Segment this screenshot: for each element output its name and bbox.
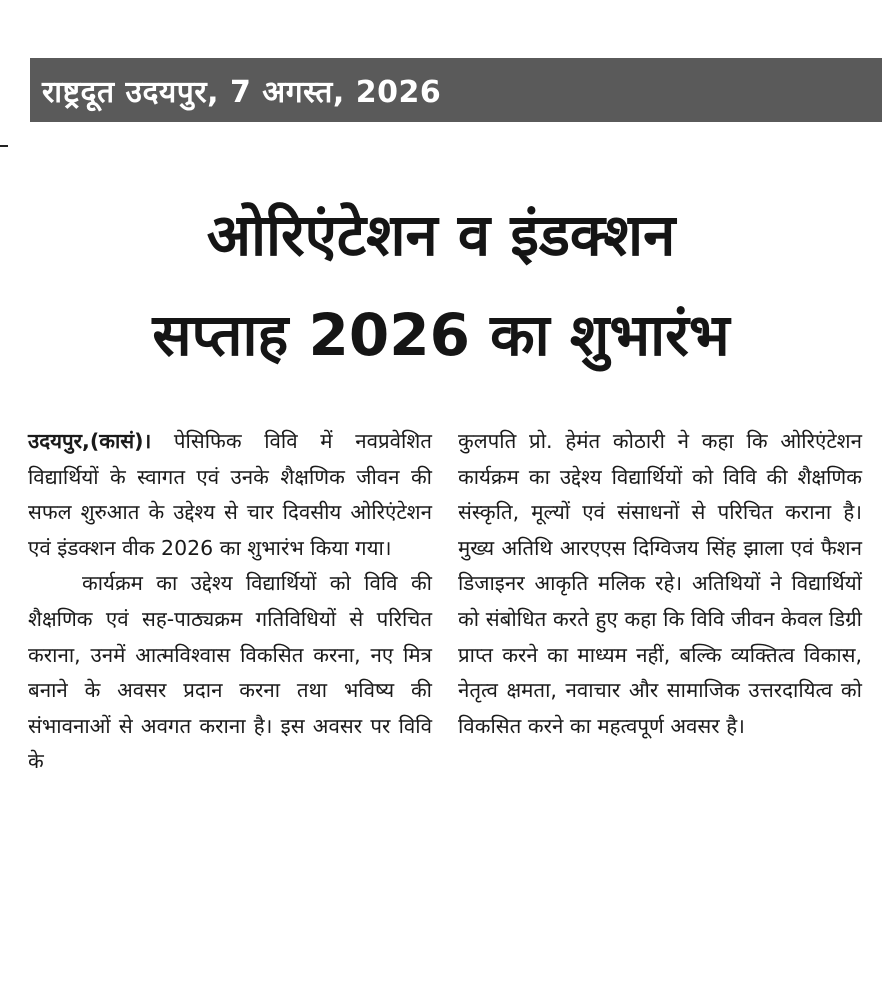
edge-mark <box>0 145 8 147</box>
article-headline <box>0 185 882 385</box>
article-paragraph-1-text: पेसिफिक विवि में नवप्रवेशित विद्यार्थियों के स्वागत एवं उनके शैक्षणिक जीवन की सफल शुरुआत के उद्देश्य से चार दिवसीय ओरिएंटेशन एवं इंडक्शन वीक 2026 का शुभारंभ किया गया। <box>28 429 432 560</box>
article-column-right <box>458 424 862 780</box>
article-paragraph-3: कुलपति प्रो. हेमंत कोठारी ने कहा कि ओरिएंटेशन कार्यक्रम का उद्देश्य विद्यार्थियों को विवि की शैक्षणिक संस्कृति, मूल्यों एवं संसाधनों से परिचित कराना है। मुख्य अतिथि आरएएस दिग्विजय सिंह झाला एवं फैशन डिजाइनर आकृति मलिक रहे। अतिथियों ने विद्यार्थियों को संबोधित करते हुए कहा कि विवि जीवन केवल डिग्री प्राप्त करने का माध्यम नहीं, बल्कि व्यक्तित्व विकास, नेतृत्व क्षमता, नवाचार और सामाजिक उत्तरदायित्व को विकसित करने का महत्वपूर्ण अवसर है। <box>458 429 862 738</box>
headline-line-2: सप्ताह 2026 का शुभारंभ <box>152 301 730 369</box>
article-paragraph-1 <box>28 424 432 566</box>
article-column-left <box>28 424 432 780</box>
newspaper-dateline: राष्ट्रदूत उदयपुर, 7 अगस्त, 2026 <box>42 74 442 110</box>
article-paragraph-2: कार्यक्रम का उद्देश्य विद्यार्थियों को विवि की शैक्षणिक एवं सह-पाठ्यक्रम गतिविधियों से परिचित कराना, उनमें आत्मविश्वास विकसित करना, नए मित्र बनाने के अवसर प्रदान करना तथा भविष्य की संभावनाओं से अवगत कराना है। इस अवसर पर विवि के <box>28 571 432 774</box>
newspaper-dateline-bar <box>30 58 882 122</box>
headline-line-1: ओरिएंटेशन व इंडक्शन <box>206 201 676 269</box>
article-body <box>28 424 862 780</box>
article-lead-dateline: उदयपुर,(कासं)। <box>28 429 152 453</box>
